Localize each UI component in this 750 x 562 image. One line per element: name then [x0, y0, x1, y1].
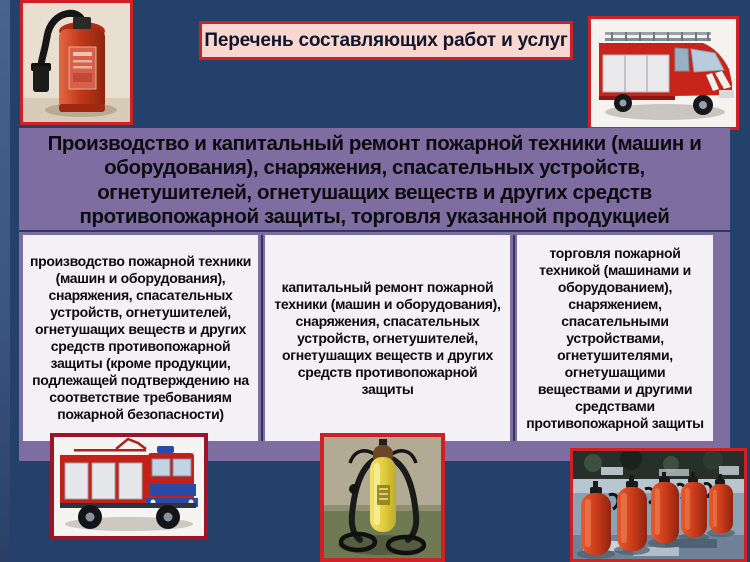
column-repair: капитальный ремонт пожарной техники (машин и оборудования), снаряжения, спасательных устройств, огнетушителей, огнетушащих веществ и других средств противопожарной защиты — [265, 235, 510, 441]
main-banner — [19, 128, 730, 230]
fire-van-photo — [588, 16, 739, 130]
banner-line-2: оборудования), снаряжения, спасательных устройств, — [104, 156, 645, 179]
fire-extinguishers-illustration — [573, 451, 744, 559]
banner-line-1: Производство и капитальный ремонт пожарной техники (машин и — [47, 131, 702, 155]
breathing-apparatus-illustration — [324, 437, 441, 558]
banner-line-3: огнетушителей, огнетушащих веществ и других средств — [97, 180, 652, 204]
breathing-apparatus-photo — [320, 433, 445, 562]
banner-divider-line — [19, 230, 730, 232]
banner-line-4: противопожарной защиты, торговля указанной продукцией — [79, 205, 670, 228]
fire-extinguishers-group-photo — [570, 448, 747, 562]
fire-extinguisher-illustration — [23, 3, 130, 122]
column-trade: торговля пожарной техникой (машинами и оборудованием), снаряжением, спасательными устройствами, огнетушителями, огнетушащими веществами и другими средствами противопожарной защиты — [517, 235, 713, 441]
fire-truck-photo — [50, 433, 208, 540]
slide-title-text: Перечень составляющих работ и услуг — [204, 29, 568, 51]
left-edge-strip — [0, 0, 10, 562]
main-panel — [19, 128, 730, 461]
columns-row — [19, 235, 730, 441]
fire-van-illustration — [591, 19, 736, 127]
slide-title — [199, 21, 573, 60]
column-production: производство пожарной техники (машин и оборудования), снаряжения, спасательных устройств, огнетушителей, огнетушащих веществ и других средств противопожарной защиты (кроме продукции, подлежащей подтверждению на соответствие требованиям пожарной безопасности) — [23, 235, 258, 441]
fire-truck-illustration — [54, 437, 204, 536]
column-divider — [258, 235, 265, 441]
column-divider — [510, 235, 517, 441]
fire-extinguisher-photo — [20, 0, 133, 125]
